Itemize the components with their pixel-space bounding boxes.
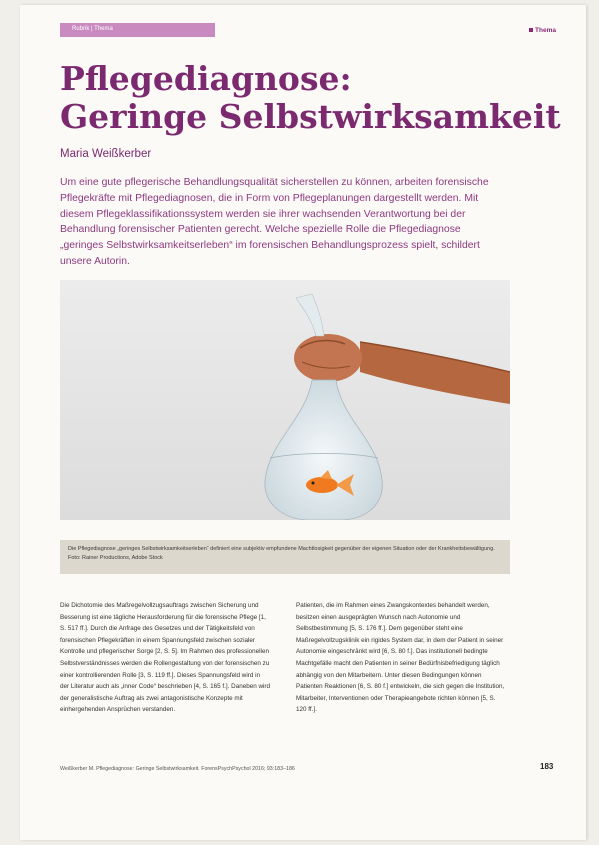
title-line-2: Geringe Selbstwirksamkeit [60,97,561,136]
goldfish-photo [60,280,510,520]
lead-paragraph: Um eine gute pflegerische Behandlungsqualität sicherstellen zu können, arbeiten forensische Pflegekräfte mit Pflegediagnosen, die in Form von Pflegeplanungen dargestellt werden. Mit diesem Pflegeklassifikationssystem werden sie ihrer wachsenden Verantwortung bei der Behandlung forensischer Patienten gerecht. Welche spezielle Rolle die Pflegediagnose „geringes Selbstwirksamkeitserleben“ im forensischen Behandlungsprozess spielt, schildert unsere Autorin. [60,177,489,267]
footer-citation: Weißkerber M. Pflegediagnose: Geringe Selbstwirksamkeit. ForensPsychPsychol 2016; 93:183–186 [60,766,295,772]
article-title [60,60,561,136]
body-column-right: Patienten, die im Rahmen eines Zwangskontextes behandelt werden, besitzen einen ausgeprägten Wunsch nach Autonomie und Selbstbestimmung [5, S. 176 ff.]. Dem gegenüber steht eine Maßregelvollzugsklinik ein rigides System dar, in dem der Patient in seiner Autonomie eingeschränkt wird [6, S. 80 f.]. Das institutionell bedingte Machtgefälle macht den Patienten in seiner Bedürfnisbefriedigung täglich abhängig von den Mitarbeitern. Unter diesen Bedingungen können Patienten Reaktionen [6, S. 80 f.] entwickeln, die sich gegen die Institution, Mitarbeiter, Interventionen oder Therapieangebote richten können [5, S. 120 ff.]. [296,602,505,714]
bullet-icon [529,28,533,32]
section-header-bar [60,23,215,37]
page-number: 183 [540,762,554,771]
body-column-left: Die Dichotomie des Maßregelvollzugsauftrags zwischen Sicherung und Besserung ist eine tägliche Herausforderung für die forensische Pflege [1, S. 517 ff.]. Durch die Anfrage des Gesetzes und der Tätigkeitsfeld von forensischen Pflegekräften in einem Spannungsfeld zwischen sozialer Kontrolle und pflegerischer Sorge [2, S. 5]. Im Rahmen des professionellen Selbstverständnisses werden die Rollengestaltung von der forensischen zu einer kontrollierenden Rolle [3, S. 119 ff.]. Dieses Spannungsfeld wird in der Literatur auch als „inner Code“ beschrieben [4, S. 165 f.]. Daneben wird der generalistische Auftrag als zwei antagonistische Konzepte mit einhergehenden Ansprüchen verstanden. [60,602,271,714]
title-line-1: Pflegediagnose: [60,59,352,98]
photo-illustration [60,280,510,520]
author-name: Maria Weißkerber [60,148,152,160]
section-label: Rubrik | Thema [72,26,113,32]
category-label: Thema [529,27,556,34]
figure-caption: Die Pflegediagnose „geringes Selbstwirksamkeitserleben“ definiert eine subjektiv empfundene Machtlosigkeit gegenüber der eigenen Situation oder der Krankheitsbewältigung. Foto: Rainer Productions, Adobe Stock [60,540,510,574]
